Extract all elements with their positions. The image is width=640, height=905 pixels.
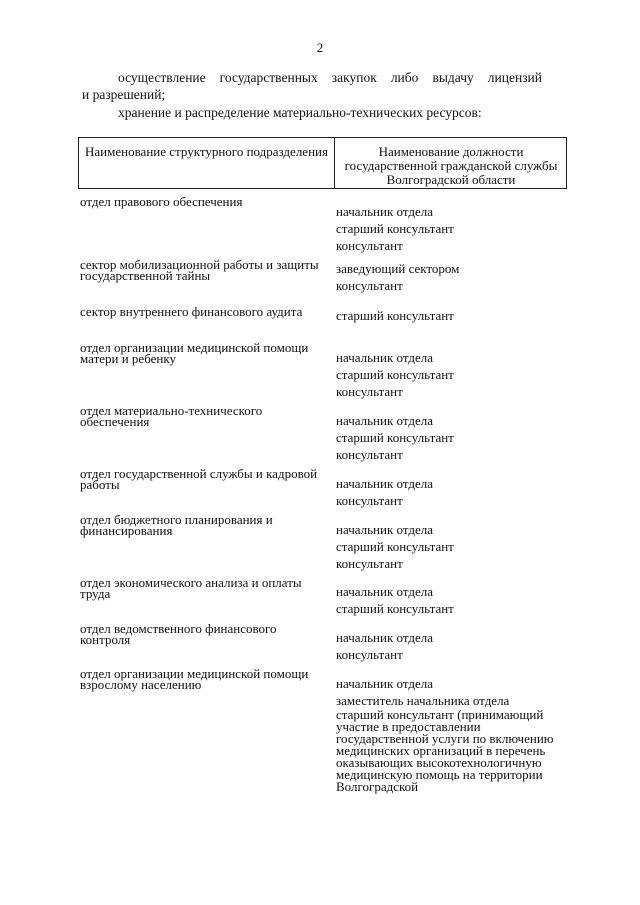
page-number: 2 [316, 40, 324, 55]
position-item: начальник отдела [336, 522, 434, 537]
department-name: отдел правового обеспечения [80, 194, 243, 209]
position-item: начальник отдела [336, 476, 434, 491]
positions-list [336, 475, 556, 509]
department-name: отдел ведомственного финансового контроля [80, 621, 277, 647]
table-header [78, 137, 567, 189]
position-item: консультант [336, 647, 403, 662]
position-item: консультант [336, 384, 403, 399]
positions-list [336, 307, 556, 324]
position-item: старший консультант [336, 539, 454, 554]
position-item: начальник отдела [336, 204, 434, 219]
position-item: заведующий сектором [336, 261, 460, 276]
department-name: отдел государственной службы и кадровой работы [80, 466, 318, 492]
department-name: отдел бюджетного планирования и финансирования [80, 512, 273, 538]
positions-list [336, 629, 556, 663]
position-item: начальник отдела [336, 630, 434, 645]
position-item: старший консультант [336, 367, 454, 382]
position-item: старший консультант (принимающий участие в предоставлении государственной услуги по включению медицинских организаций в перечень оказывающих высокотехнологичную медицинскую помощь на территории Волгоградской [336, 707, 554, 794]
position-item: старший консультант [336, 308, 454, 323]
department-name: сектор внутреннего финансового аудита [80, 304, 303, 319]
position-item: заместитель начальника отдела [336, 693, 510, 708]
position-item: консультант [336, 278, 403, 293]
position-item: старший консультант [336, 221, 454, 236]
positions-list [336, 675, 556, 793]
department-name: отдел экономического анализа и оплаты труда [80, 575, 302, 601]
position-item: начальник отдела [336, 350, 434, 365]
department-name: отдел организации медицинской помощи взрослому населению [80, 666, 309, 692]
intro-paragraph-2: хранение и распределение материально-технических ресурсов: [118, 105, 482, 120]
positions-list [336, 203, 556, 254]
position-item: начальник отдела [336, 413, 434, 428]
position-item: старший консультант [336, 430, 454, 445]
positions-list [336, 260, 556, 294]
positions-list [336, 583, 556, 617]
intro-paragraph-1-line-2: и разрешений; [82, 87, 166, 102]
position-item: консультант [336, 447, 403, 462]
position-item: консультант [336, 493, 403, 508]
positions-list [336, 521, 556, 572]
positions-list [336, 349, 556, 400]
position-item: старший консультант [336, 601, 454, 616]
department-name: отдел материально-технического обеспечения [80, 403, 263, 429]
position-item: консультант [336, 238, 403, 253]
department-name: сектор мобилизационной работы и защиты государственной тайны [80, 257, 319, 283]
positions-list [336, 412, 556, 463]
position-item: начальник отдела [336, 676, 434, 691]
header-department: Наименование структурного подразделения [85, 144, 328, 159]
header-position: Наименование должности государственной гражданской службы Волгоградской области [344, 144, 558, 187]
position-item: начальник отдела [336, 584, 434, 599]
department-name: отдел организации медицинской помощи матери и ребенку [80, 340, 309, 366]
intro-paragraph-1 [82, 69, 542, 103]
position-item: консультант [336, 556, 403, 571]
intro-paragraph-1-line-1: осуществление государственных закупок либо выдачу лицензий [118, 70, 542, 85]
